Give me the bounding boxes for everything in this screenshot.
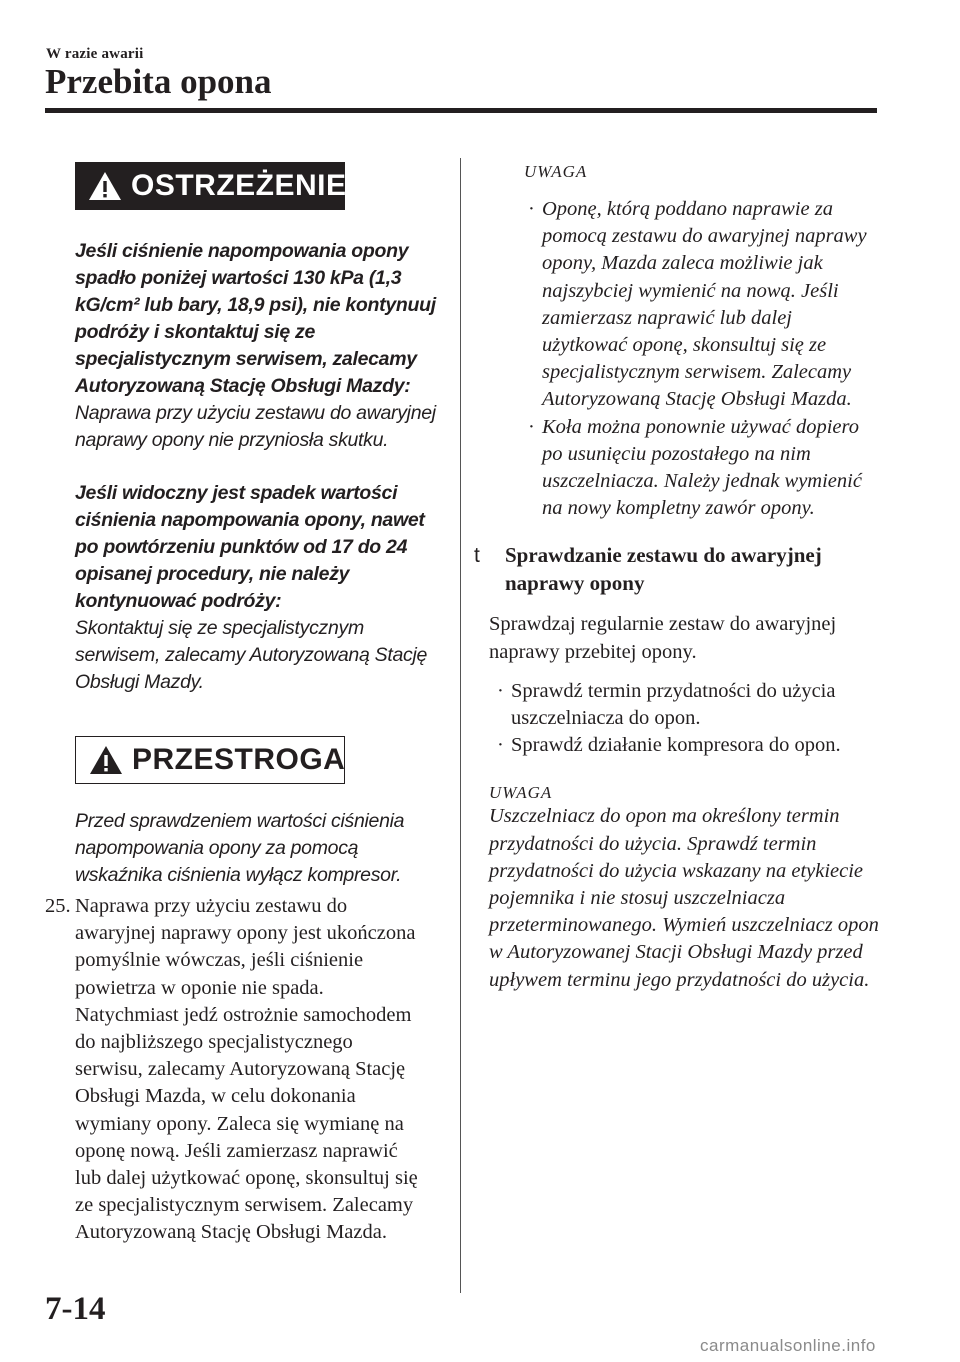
list-item-text: Koła można ponownie używać dopiero po usunięciu pozostałego na nim uszczelniacza. Należy jednak wymienić na nowy kompletny zawór opony. — [542, 415, 862, 520]
caution-paragraph: Przed sprawdzeniem wartości ciśnienia napompowania opony za pomocą wskaźnika ciśnienia wyłącz kompresor. — [75, 810, 405, 886]
warning-label-text: OSTRZEŻENIE — [131, 169, 347, 202]
page-number: 7-14 — [45, 1291, 106, 1327]
watermark: carmanualsonline.info — [700, 1336, 876, 1355]
warning-block-1 — [75, 238, 445, 454]
list-item-text: Sprawdź działanie kompresora do opon. — [511, 734, 841, 757]
caution-triangle-icon — [88, 744, 124, 776]
note-2-label: UWAGA — [489, 783, 553, 803]
step-25 — [46, 893, 446, 1247]
warning-block-1-condition: Jeśli ciśnienie napompowania opony spadło poniżej wartości 130 kPa (1,3 kG/cm² lub bary, 18,9 psi), nie kontynuuj podróży i skontaktuj się ze specjalistycznym serwisem, zalecamy Autoryzowaną Stację Obsługi Mazdy: — [75, 240, 436, 397]
warning-block-2-condition: Jeśli widoczny jest spadek wartości ciśnienia napompowania opony, nawet po powtórzeniu punktów od 17 do 24 opisanej procedury, nie należy kontynuować podróży: — [75, 482, 425, 612]
list-item — [497, 678, 872, 732]
note-2 — [489, 783, 886, 993]
section-heading-text: Sprawdzanie zestawu do awaryjnej naprawy opony — [505, 543, 822, 595]
bullet-icon: · — [497, 679, 504, 702]
warning-label — [75, 162, 345, 210]
list-item — [528, 196, 878, 414]
column-divider — [460, 158, 461, 1293]
note-list — [486, 196, 886, 522]
list-item-text: Sprawdź termin przydatności do użycia uszczelniacza do opon. — [511, 679, 836, 730]
section-intro: Sprawdzaj regularnie zestaw do awaryjnej naprawy przebitej opony. — [489, 613, 837, 663]
section-label: W razie awarii — [46, 46, 144, 62]
caution-label — [75, 736, 345, 784]
bullet-icon: · — [528, 198, 535, 220]
caution-text — [75, 808, 445, 889]
list-item-text: Oponę, którą poddano naprawie za pomocą zestawu do awaryjnej naprawy opony, Mazda zaleca możliwie jak najszybciej wymienić na nową. Jeśli zamierzasz naprawić lub dalej użytkować oponę, skonsultuj się ze specjalistycznym serwisem. Zalecamy Autoryzowaną Stację Obsługi Mazda. — [542, 198, 867, 411]
section-heading — [474, 542, 886, 597]
list-item — [528, 414, 878, 523]
right-column — [474, 162, 886, 994]
caution-label-text: PRZESTROGA — [132, 743, 346, 776]
bullet-icon: · — [528, 415, 535, 438]
bullet-icon: · — [497, 734, 504, 757]
list-item — [497, 732, 872, 759]
step-number: 25. — [45, 895, 71, 917]
step-text: Naprawa przy użyciu zestawu do awaryjnej naprawy opony jest ukończona pomyślnie wówczas, jeśli ciśnienie powietrza w oponie nie spada. Natychmiast jedź ostrożnie samochodem do najbliższego specjalistycznego serwisu, zalecamy Autoryzowaną Stację Obsługi Mazda, w celu dokonania wymiany opony. Zaleca się wymianę na oponę nową. Jeśli zamierzasz naprawić lub dalej użytkować oponę, skonsultuj się ze specjalistycznym serwisem. Zalecamy Autoryzowaną Stację Obsługi Mazda. — [75, 895, 418, 1244]
note-2-text: Uszczelniacz do opon ma określony termin przydatności do użycia. Sprawdź termin przydatności do użycia wskazany na etykiecie pojemnika i nie stosuj uszczelniacza przeterminowanego. Wymień uszczelniacz opon w Autoryzowanej Stacji Obsługi Mazdy przed upływem terminu jego przydatności do użycia. — [489, 805, 879, 991]
warning-block-2-text: Skontaktuj się ze specjalistycznym serwisem, zalecamy Autoryzowaną Stację Obsługi Mazdy. — [75, 617, 428, 693]
warning-block-1-text: Naprawa przy użyciu zestawu do awaryjnej naprawy opony nie przyniosła skutku. — [75, 402, 436, 451]
header-rule — [45, 108, 877, 113]
left-column — [46, 162, 446, 1247]
section-marker-icon: t — [474, 544, 480, 568]
check-list — [486, 678, 886, 760]
warning-block-2 — [75, 480, 445, 696]
note-label: UWAGA — [524, 162, 588, 181]
page-title: Przebita opona — [45, 62, 272, 101]
warning-triangle-icon — [87, 170, 123, 202]
